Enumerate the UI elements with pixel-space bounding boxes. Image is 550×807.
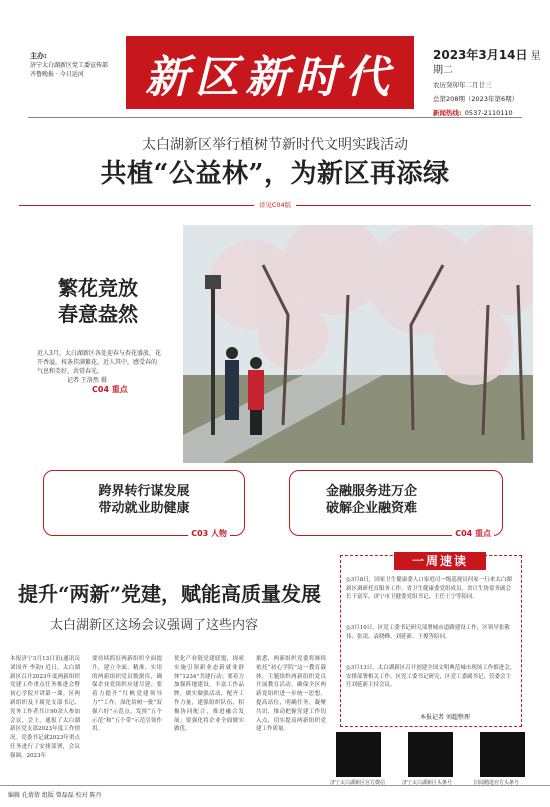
- article-subhead: 太白湖新区这场会议强调了这些内容: [50, 618, 259, 633]
- teaser-line2: 破解企业融资难: [326, 501, 418, 516]
- masthead-divider: [28, 117, 522, 118]
- logo-text: 新区新时代: [145, 51, 395, 103]
- teaser-line1: 跨界转行谋发展: [98, 484, 190, 499]
- qr-code-icon[interactable]: [480, 732, 525, 777]
- weekly-item: ◎3月8日，国家卫生健康委人口家庭司一级巡视员何家一行来太白湖新区调研托育服务工作。省卫生健康委党组成员、省计生协常务副会长于富军，济宁市卫健委党组书记、主任王宁等陪同。: [346, 577, 512, 601]
- weekday: 星期二: [433, 51, 541, 76]
- qr-label: 济宁太白湖新区官方微信: [330, 780, 386, 786]
- article-column: 优化产业链党建联盟，探索实施引领新业态新就业群体“1234”共建行动；要着力加强阵地建设，丰富工作品牌，做实做强活动，配齐工作力量，建强组织队伍，积极协同配合，推进融合发展；要强化将企业全面做实做优。: [174, 656, 244, 733]
- teaser-box-career[interactable]: [43, 470, 245, 536]
- weekly-reporter: 本报记者 刘超整理: [420, 714, 470, 721]
- host-info: [30, 52, 125, 79]
- teaser-box-finance[interactable]: [289, 470, 503, 536]
- masthead-logo: [126, 36, 414, 109]
- article-column: 据悉，两新组织党委将继续依托“初心学院”这一教育载体，主题组织两新组织党员开展教育活动，确保全区两新党组织进一步统一思想、提高站位，明确任务，凝聚共识，推动把握党建工作切入点，切实提高两新组织党建工作质量。: [256, 656, 326, 733]
- issue-number: 总第208期（2023年第6期）: [433, 95, 519, 103]
- qr-code-icon[interactable]: [336, 732, 381, 777]
- hotline-number: 0537-2110110: [464, 109, 513, 117]
- photo-caption: 近人3月，太白湖新区各处迎春与杏花盛放，花开香溢，枝条挂满繁花。近人其中，感受春的气息和美好，共赏春光。 记者 王洛然 摄 C04 重点: [37, 350, 161, 394]
- qr-label: 旧闻精选官方头条号: [474, 780, 520, 786]
- teaser-tag: C03 人物: [188, 529, 230, 538]
- hotline-label: 新闻热线:: [433, 109, 462, 117]
- host-line2: 齐鲁晚报 · 今日运河: [30, 71, 84, 78]
- teaser-line2: 带动就业助健康: [98, 501, 190, 516]
- qr-code-icon[interactable]: [408, 732, 453, 777]
- host-label: 主办:: [30, 52, 47, 60]
- lunar-date: 农历癸卯年二月廿三: [433, 81, 492, 89]
- footer-divider: [0, 785, 550, 786]
- qr-label: 济宁太白湖新区头条号: [402, 780, 453, 786]
- lead-kicker: 太白湖新区举行植树节新时代文明实践活动: [142, 137, 408, 153]
- teaser-line1: 金融服务进万企: [326, 484, 418, 499]
- photo-story-title[interactable]: 繁花竞放 春意盎然: [58, 276, 138, 326]
- weekly-item: ◎3月10日，区党工委书记研究部署城市道路建设工作，区领导张敬伟、张凌、袁晓峰、刘延新、王俊等陪同。: [346, 625, 510, 640]
- weekly-title: 一周速读: [394, 552, 486, 570]
- article-column: 要持续抓好两新组织全面提升，建立全面、精准、实用的两新组织党员数据库，确保企业党组织应建尽建；要着力提升“红帆党建领导力”“工作，深化培树一批“双强六好”示范点，发挥“五个示范”和“五个带”示范引领作用。: [92, 656, 162, 733]
- article-headline[interactable]: 提升“两新”党建，赋能高质量发展: [18, 582, 322, 606]
- teaser-tag: C04 重点: [452, 529, 494, 538]
- host-line1: 济宁太白湖新区党工委宣传部: [30, 62, 109, 69]
- issue-date: 2023年3月14日: [433, 48, 528, 62]
- photo-credit: 记者 王洛然 摄: [67, 377, 107, 384]
- lead-headline[interactable]: 共植“公益林”，为新区再添绿: [100, 159, 450, 189]
- article-column: 本报济宁3月13日讯(通讯员 刘国齐 李韵) 近日，太白湖新区召开2023年度两新组织党建工作重点任务推进会暨初心学院开讲第一课。区两新组织及下属党支部书记、党务工作者共计90余人参加会议。会上，通报了太白湖新区党支部2023年度工作情况。党委书记就2023年重点任务进行了安排部署，会议强调，2023年: [10, 656, 80, 759]
- weekly-item: ◎3月13日，太白湖新区召开创建全国文明典范城市现场工作推进会，安排部署相关工作。区党工委书记研究，区党工委副书记、管委会主任刘延新主持会议。: [346, 665, 516, 689]
- lead-see-also[interactable]: 详见C04版: [0, 200, 550, 209]
- blossom-photo[interactable]: [183, 225, 533, 463]
- photo-story-tag[interactable]: C04 重点: [92, 385, 128, 394]
- blossom-photo-image: [183, 225, 533, 463]
- editor-credits: 编辑 孔倩倩 组版 曾磊磊 校对 陈丹: [8, 792, 102, 799]
- date-block: [433, 48, 543, 120]
